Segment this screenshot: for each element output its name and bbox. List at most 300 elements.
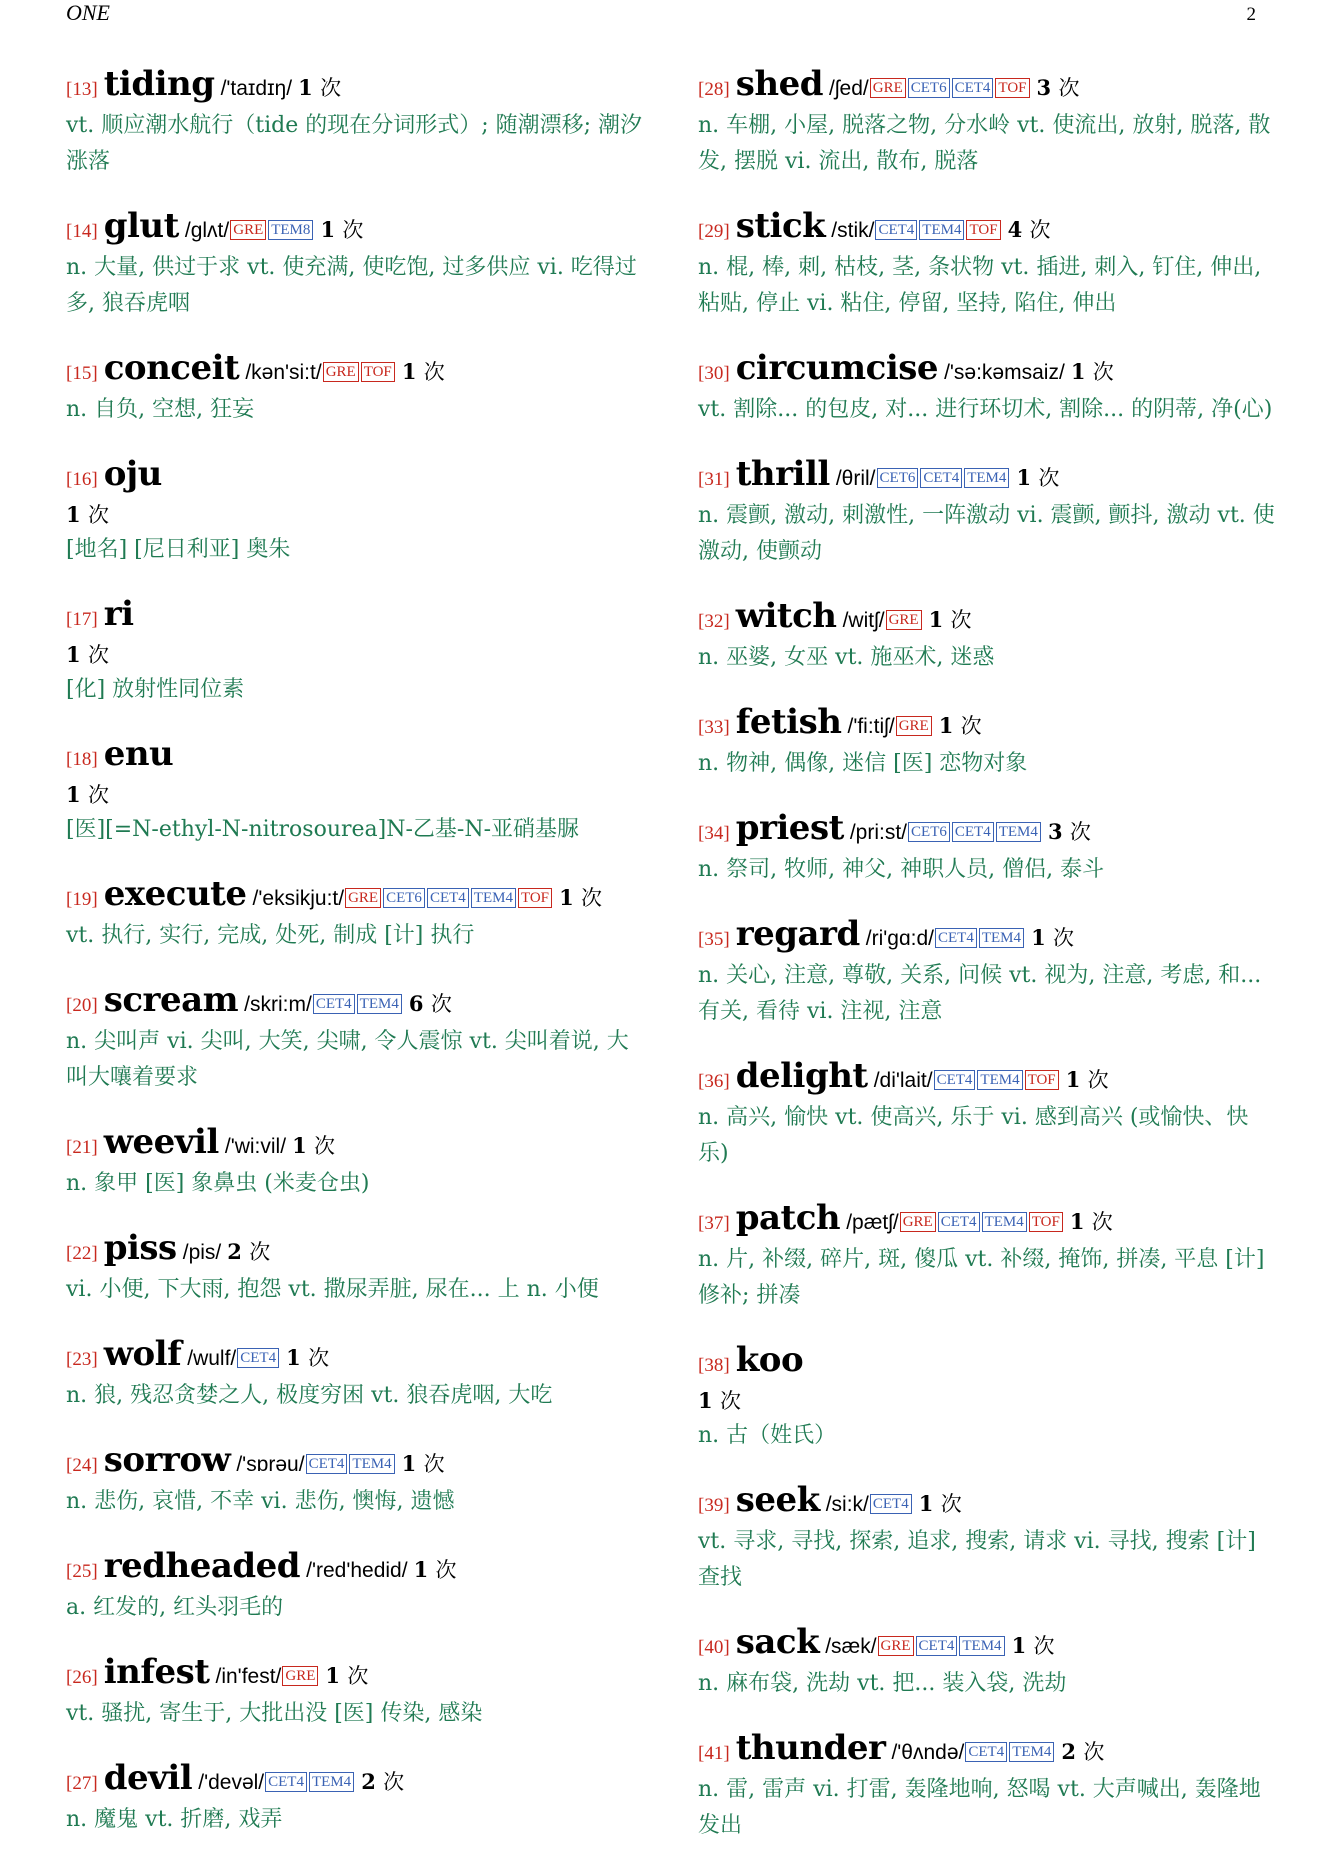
exam-tag: CET4 xyxy=(875,220,917,240)
vocab-entry xyxy=(698,66,1278,180)
entry-index: [39] xyxy=(698,1495,730,1516)
definition: n. 尖叫声 vi. 尖叫, 大笑, 尖啸, 令人震惊 vt. 尖叫着说, 大叫大嚷着要求 xyxy=(66,1029,629,1090)
count-value: 3 xyxy=(1036,75,1052,100)
phonetic: /'wi:vil/ xyxy=(224,1135,287,1158)
headword: sack xyxy=(735,1622,820,1662)
phonetic: /pætʃ/ xyxy=(846,1211,899,1234)
vocab-entry xyxy=(66,66,646,180)
occurrence-count xyxy=(939,713,982,738)
exam-tag: TOF xyxy=(518,888,552,908)
count-unit: 次 xyxy=(581,886,603,910)
exam-tag: TEM4 xyxy=(959,1636,1004,1656)
definition: [地名] [尼日利亚] 奥朱 xyxy=(66,537,291,562)
count-unit: 次 xyxy=(342,218,364,242)
count-unit: 次 xyxy=(1053,926,1075,950)
entry-headline xyxy=(66,1548,646,1590)
occurrence-count xyxy=(66,782,109,807)
occurrence-count xyxy=(414,1557,457,1582)
exam-tag: CET4 xyxy=(938,1212,980,1232)
count-value: 1 xyxy=(292,1133,307,1158)
occurrence-count xyxy=(227,1239,270,1264)
entry-headline xyxy=(698,1482,1278,1524)
entry-headline xyxy=(66,1230,646,1272)
entry-headline xyxy=(66,876,646,918)
headword: execute xyxy=(103,874,247,914)
definition: n. 悲伤, 哀惜, 不幸 vi. 悲伤, 懊悔, 遗憾 xyxy=(66,1489,455,1514)
exam-tag: GRE xyxy=(878,1636,914,1656)
vocab-entry xyxy=(698,916,1278,1030)
count-value: 2 xyxy=(1061,1739,1077,1764)
headword: ri xyxy=(103,594,134,634)
occurrence-count xyxy=(1048,819,1091,844)
count-unit: 次 xyxy=(719,1389,741,1413)
count-unit: 次 xyxy=(87,783,109,807)
count-value: 1 xyxy=(1070,359,1086,384)
exam-tag: TOF xyxy=(995,78,1029,98)
entry-headline xyxy=(66,66,646,108)
vocab-entry xyxy=(698,1342,1278,1454)
phonetic: /'θʌndə/ xyxy=(891,1741,965,1764)
exam-tag: CET4 xyxy=(952,822,994,842)
entry-index: [15] xyxy=(66,363,98,384)
occurrence-count xyxy=(1070,1209,1113,1234)
count-value: 1 xyxy=(401,1451,417,1476)
phonetic: /ri'gɑ:d/ xyxy=(865,927,935,950)
count-value: 1 xyxy=(286,1345,301,1370)
count-value: 1 xyxy=(66,642,81,667)
exam-tag: TOF xyxy=(361,362,395,382)
count-unit: 次 xyxy=(1083,1740,1105,1764)
headword: seek xyxy=(735,1480,820,1520)
count-unit: 次 xyxy=(950,608,972,632)
exam-tag: TEM4 xyxy=(919,220,964,240)
headword: shed xyxy=(735,64,823,104)
vocab-entry xyxy=(66,596,646,708)
phonetic: /kən'si:t/ xyxy=(245,361,322,384)
count-value: 1 xyxy=(1065,1067,1081,1092)
phonetic: /'red'hedid/ xyxy=(306,1559,408,1582)
count-unit: 次 xyxy=(1092,360,1114,384)
vocab-entry xyxy=(66,1442,646,1520)
count-value: 1 xyxy=(1069,1209,1085,1234)
definition: vt. 骚扰, 寄生于, 大批出没 [医] 传染, 感染 xyxy=(66,1701,483,1726)
vocab-entry xyxy=(698,1482,1278,1596)
exam-tag: TEM4 xyxy=(471,888,516,908)
exam-tag: CET4 xyxy=(920,468,962,488)
count-value: 1 xyxy=(1031,925,1046,950)
exam-tag: TEM4 xyxy=(309,1772,354,1792)
count-unit: 次 xyxy=(347,1664,369,1688)
headword: delight xyxy=(735,1056,868,1096)
vocab-entry xyxy=(698,810,1278,888)
vocab-entry xyxy=(66,736,646,848)
entry-index: [38] xyxy=(698,1355,730,1376)
occurrence-count xyxy=(320,217,363,242)
count-unit: 次 xyxy=(1069,820,1091,844)
entry-headline xyxy=(698,1058,1278,1100)
count-unit: 次 xyxy=(1038,466,1060,490)
count-value: 1 xyxy=(66,502,81,527)
exam-tag: GRE xyxy=(900,1212,936,1232)
headword: glut xyxy=(103,206,179,246)
occurrence-count xyxy=(1012,1633,1055,1658)
entry-headline xyxy=(66,1654,646,1696)
count-value: 1 xyxy=(938,713,954,738)
entry-headline xyxy=(66,1124,646,1166)
vocab-entry xyxy=(698,208,1278,322)
vocab-entry xyxy=(698,350,1278,428)
headword: sorrow xyxy=(103,1440,231,1480)
definition: n. 片, 补缀, 碎片, 斑, 傻瓜 vt. 补缀, 掩饰, 拼凑, 平息 [计] 修补; 拼凑 xyxy=(698,1247,1265,1308)
vocab-entry xyxy=(66,208,646,322)
vocab-entry xyxy=(698,1058,1278,1172)
entry-headline xyxy=(66,1442,646,1484)
occurrence-count xyxy=(1071,359,1114,384)
exam-tag: GRE xyxy=(886,610,922,630)
phonetic: /'sə:kəmsaiz/ xyxy=(944,361,1065,384)
headword: scream xyxy=(103,980,239,1020)
exam-tag: CET6 xyxy=(383,888,425,908)
exam-tag: CET4 xyxy=(427,888,469,908)
vocab-entry xyxy=(66,1760,646,1838)
entry-index: [16] xyxy=(66,469,98,490)
entry-headline xyxy=(698,1200,1278,1242)
count-value: 3 xyxy=(1047,819,1063,844)
definition: n. 震颤, 激动, 刺激性, 一阵激动 vi. 震颤, 颤抖, 激动 vt. 使激动, 使颤动 xyxy=(698,503,1275,564)
entry-index: [37] xyxy=(698,1213,730,1234)
entry-index: [14] xyxy=(66,221,98,242)
definition: n. 高兴, 愉快 vt. 使高兴, 乐于 vi. 感到高兴 (或愉快、快乐) xyxy=(698,1105,1249,1166)
count-unit: 次 xyxy=(1091,1210,1113,1234)
entry-index: [40] xyxy=(698,1637,730,1658)
occurrence-count xyxy=(559,885,602,910)
exam-tag: TEM4 xyxy=(357,994,402,1014)
vocab-entry xyxy=(66,1654,646,1732)
exam-tag: TEM4 xyxy=(982,1212,1027,1232)
headword: koo xyxy=(735,1340,804,1380)
entry-index: [21] xyxy=(66,1137,98,1158)
entry-index: [24] xyxy=(66,1455,98,1476)
definition: [医][=N-ethyl-N-nitrosourea]N-乙基-N-亚硝基脲 xyxy=(66,817,580,842)
entry-headline xyxy=(698,1342,1278,1384)
definition: n. 关心, 注意, 尊敬, 关系, 问候 vt. 视为, 注意, 考虑, 和... 有关, 看待 vi. 注视, 注意 xyxy=(698,963,1262,1024)
vocab-entry xyxy=(698,1730,1278,1844)
phonetic: /glʌt/ xyxy=(184,219,230,242)
count-unit: 次 xyxy=(308,1346,330,1370)
count-value: 2 xyxy=(227,1239,242,1264)
count-value: 1 xyxy=(325,1663,341,1688)
phonetic: /witʃ/ xyxy=(842,609,885,632)
phonetic: /stik/ xyxy=(831,219,875,242)
exam-tag: CET4 xyxy=(916,1636,958,1656)
occurrence-count xyxy=(409,991,452,1016)
count-value: 2 xyxy=(361,1769,376,1794)
count-unit: 次 xyxy=(960,714,982,738)
entry-headline xyxy=(66,456,646,498)
vocab-entry xyxy=(66,350,646,428)
definition: n. 车棚, 小屋, 脱落之物, 分水岭 vt. 使流出, 放射, 脱落, 散发, 摆脱 vi. 流出, 散布, 脱落 xyxy=(698,113,1271,174)
phonetic: /si:k/ xyxy=(825,1493,869,1516)
definition: a. 红发的, 红头羽毛的 xyxy=(66,1595,284,1620)
entry-index: [28] xyxy=(698,79,730,100)
headword: devil xyxy=(103,1758,193,1798)
exam-tag: TOF xyxy=(1029,1212,1063,1232)
count-value: 1 xyxy=(413,1557,429,1582)
entry-headline xyxy=(698,66,1278,108)
count-unit: 次 xyxy=(320,76,342,100)
headword: witch xyxy=(735,596,837,636)
entry-headline xyxy=(698,704,1278,746)
count-unit: 次 xyxy=(87,643,109,667)
count-unit: 次 xyxy=(423,1452,445,1476)
headword: patch xyxy=(735,1198,841,1238)
count-unit: 次 xyxy=(314,1134,336,1158)
page-header xyxy=(66,0,1256,26)
exam-tag: CET4 xyxy=(934,1070,976,1090)
entry-index: [34] xyxy=(698,823,730,844)
headword: circumcise xyxy=(735,348,939,388)
occurrence-count xyxy=(919,1491,962,1516)
entry-index: [32] xyxy=(698,611,730,632)
phonetic: /pis/ xyxy=(182,1241,222,1264)
headword: regard xyxy=(735,914,860,954)
phonetic: /in'fest/ xyxy=(215,1665,282,1688)
entry-index: [25] xyxy=(66,1561,98,1582)
definition: n. 祭司, 牧师, 神父, 神职人员, 僧侣, 泰斗 xyxy=(698,857,1105,882)
headword: oju xyxy=(103,454,162,494)
vocab-entry xyxy=(66,1548,646,1626)
count-line xyxy=(66,498,646,532)
entry-index: [27] xyxy=(66,1773,98,1794)
count-unit: 次 xyxy=(383,1770,405,1794)
vocab-entry xyxy=(66,876,646,954)
count-line xyxy=(698,1384,1278,1418)
exam-tag: TOF xyxy=(1025,1070,1059,1090)
entry-headline xyxy=(698,1730,1278,1772)
vocab-entry xyxy=(66,1230,646,1308)
entry-index: [13] xyxy=(66,79,98,100)
exam-tag: CET4 xyxy=(870,1494,912,1514)
occurrence-count xyxy=(286,1345,329,1370)
entry-headline xyxy=(66,982,646,1024)
entry-headline xyxy=(698,810,1278,852)
exam-tag: CET6 xyxy=(877,468,919,488)
entry-headline xyxy=(698,1624,1278,1666)
phonetic: /skri:m/ xyxy=(244,993,312,1016)
phonetic: /sæk/ xyxy=(825,1635,877,1658)
occurrence-count xyxy=(325,1663,368,1688)
exam-tag: TEM4 xyxy=(996,822,1041,842)
vocab-entry xyxy=(698,456,1278,570)
headword: weevil xyxy=(103,1122,219,1162)
phonetic: /'devəl/ xyxy=(198,1771,265,1794)
headword: wolf xyxy=(103,1334,182,1374)
headword: enu xyxy=(103,734,174,774)
entry-index: [29] xyxy=(698,221,730,242)
headword: priest xyxy=(735,808,844,848)
count-value: 1 xyxy=(320,217,336,242)
occurrence-count xyxy=(1031,925,1074,950)
definition: n. 象甲 [医] 象鼻虫 (米麦仓虫) xyxy=(66,1171,370,1196)
phonetic: /wulf/ xyxy=(187,1347,237,1370)
count-value: 1 xyxy=(66,782,81,807)
entry-headline xyxy=(66,1760,646,1802)
count-value: 1 xyxy=(298,75,313,100)
occurrence-count xyxy=(402,359,445,384)
right-column xyxy=(698,66,1278,1872)
definition: vt. 执行, 实行, 完成, 处死, 制成 [计] 执行 xyxy=(66,923,475,948)
exam-tag: CET4 xyxy=(265,1772,307,1792)
vocab-entry xyxy=(698,704,1278,782)
exam-tag: CET4 xyxy=(935,928,977,948)
entry-index: [19] xyxy=(66,889,98,910)
definition: vi. 小便, 下大雨, 抱怨 vt. 撒尿弄脏, 尿在... 上 n. 小便 xyxy=(66,1277,599,1302)
definition: n. 雷, 雷声 vi. 打雷, 轰隆地响, 怒喝 vt. 大声喊出, 轰隆地发出 xyxy=(698,1777,1261,1838)
vocab-entry xyxy=(66,1124,646,1202)
left-column xyxy=(66,66,646,1866)
headword: conceit xyxy=(103,348,240,388)
definition: n. 麻布袋, 洗劫 vt. 把... 装入袋, 洗劫 xyxy=(698,1671,1067,1696)
count-unit: 次 xyxy=(423,360,445,384)
phonetic: /'taɪdɪŋ/ xyxy=(220,77,293,100)
definition: vt. 割除... 的包皮, 对... 进行环切术, 割除... 的阴蒂, 净(心) xyxy=(698,397,1273,422)
headword: thunder xyxy=(735,1728,886,1768)
count-unit: 次 xyxy=(940,1492,962,1516)
count-unit: 次 xyxy=(1033,1634,1055,1658)
entry-index: [36] xyxy=(698,1071,730,1092)
entry-index: [33] xyxy=(698,717,730,738)
definition: n. 自负, 空想, 狂妄 xyxy=(66,397,255,422)
count-value: 1 xyxy=(698,1388,713,1413)
count-line xyxy=(66,778,646,812)
exam-tag: CET4 xyxy=(313,994,355,1014)
definition: vt. 顺应潮水航行（tide 的现在分词形式）; 随潮漂移; 潮汐涨落 xyxy=(66,113,643,174)
exam-tag: CET6 xyxy=(908,822,950,842)
phonetic: /'fi:tiʃ/ xyxy=(847,715,895,738)
entry-headline xyxy=(698,208,1278,250)
entry-index: [17] xyxy=(66,609,98,630)
vocab-entry xyxy=(66,982,646,1096)
entry-index: [30] xyxy=(698,363,730,384)
exam-tag: GRE xyxy=(870,78,906,98)
phonetic: /θril/ xyxy=(835,467,876,490)
count-unit: 次 xyxy=(435,1558,457,1582)
definition: vt. 寻求, 寻找, 探索, 追求, 搜索, 请求 vi. 寻找, 搜索 [计] 查找 xyxy=(698,1529,1256,1590)
count-unit: 次 xyxy=(1087,1068,1109,1092)
headword: fetish xyxy=(735,702,842,742)
phonetic: /ʃed/ xyxy=(829,77,869,100)
exam-tag: CET4 xyxy=(952,78,994,98)
occurrence-count xyxy=(298,75,341,100)
entry-headline xyxy=(698,456,1278,498)
entry-index: [41] xyxy=(698,1743,730,1764)
occurrence-count xyxy=(292,1133,335,1158)
entry-headline xyxy=(66,208,646,250)
definition: n. 狼, 残忍贪婪之人, 极度穷困 vt. 狼吞虎咽, 大吃 xyxy=(66,1383,553,1408)
exam-tag: CET4 xyxy=(237,1348,279,1368)
phonetic: /'sɒrəu/ xyxy=(236,1453,305,1476)
exam-tag: GRE xyxy=(896,716,932,736)
phonetic: /pri:st/ xyxy=(849,821,908,844)
definition: n. 棍, 棒, 刺, 枯枝, 茎, 条状物 vt. 插进, 刺入, 钉住, 伸出, 粘贴, 停止 vi. 粘住, 停留, 坚持, 陷住, 伸出 xyxy=(698,255,1262,316)
entry-index: [23] xyxy=(66,1349,98,1370)
entry-headline xyxy=(66,736,646,778)
headword: thrill xyxy=(735,454,830,494)
count-value: 1 xyxy=(559,885,574,910)
count-value: 1 xyxy=(1011,1633,1027,1658)
exam-tag: TEM4 xyxy=(964,468,1009,488)
entry-headline xyxy=(698,598,1278,640)
exam-tag: GRE xyxy=(230,220,266,240)
entry-index: [35] xyxy=(698,929,730,950)
count-value: 1 xyxy=(928,607,944,632)
count-line xyxy=(66,638,646,672)
exam-tag: TEM4 xyxy=(1009,1742,1054,1762)
phonetic: /di'lait/ xyxy=(873,1069,933,1092)
occurrence-count xyxy=(1016,465,1059,490)
headword: piss xyxy=(103,1228,177,1268)
count-unit: 次 xyxy=(430,992,452,1016)
entry-headline xyxy=(698,350,1278,392)
exam-tag: GRE xyxy=(323,362,359,382)
count-value: 6 xyxy=(408,991,424,1016)
exam-tag: GRE xyxy=(282,1666,318,1686)
entry-index: [18] xyxy=(66,749,98,770)
page-number: 2 xyxy=(1246,4,1256,25)
count-unit: 次 xyxy=(1058,76,1080,100)
count-value: 1 xyxy=(1016,465,1032,490)
occurrence-count xyxy=(698,1388,741,1413)
count-unit: 次 xyxy=(249,1240,271,1264)
exam-tag: TOF xyxy=(966,220,1000,240)
headword: stick xyxy=(735,206,826,246)
exam-tag: CET4 xyxy=(306,1454,348,1474)
header-title: ONE xyxy=(66,0,110,25)
count-unit: 次 xyxy=(87,503,109,527)
occurrence-count xyxy=(1008,217,1051,242)
vocab-entry xyxy=(66,456,646,568)
entry-index: [22] xyxy=(66,1243,98,1264)
exam-tag: TEM8 xyxy=(268,220,313,240)
definition: n. 魔鬼 vt. 折磨, 戏弄 xyxy=(66,1807,283,1832)
vocab-entry xyxy=(66,1336,646,1414)
vocab-entry xyxy=(698,1624,1278,1702)
count-value: 1 xyxy=(401,359,417,384)
headword: redheaded xyxy=(103,1546,301,1586)
headword: tiding xyxy=(103,64,215,104)
occurrence-count xyxy=(929,607,972,632)
definition: n. 大量, 供过于求 vt. 使充满, 使吃饱, 过多供应 vi. 吃得过多, 狼吞虎咽 xyxy=(66,255,637,316)
entry-index: [26] xyxy=(66,1667,98,1688)
exam-tag: TEM4 xyxy=(349,1454,394,1474)
definition: [化] 放射性同位素 xyxy=(66,677,245,702)
occurrence-count xyxy=(361,1769,404,1794)
entry-index: [20] xyxy=(66,995,98,1016)
count-value: 1 xyxy=(918,1491,934,1516)
definition: n. 物神, 偶像, 迷信 [医] 恋物对象 xyxy=(698,751,1028,776)
occurrence-count xyxy=(1037,75,1080,100)
occurrence-count xyxy=(402,1451,445,1476)
occurrence-count xyxy=(1066,1067,1109,1092)
entry-headline xyxy=(66,350,646,392)
count-value: 4 xyxy=(1007,217,1023,242)
definition: n. 巫婆, 女巫 vt. 施巫术, 迷惑 xyxy=(698,645,995,670)
vocab-entry xyxy=(698,1200,1278,1314)
vocab-entry xyxy=(698,598,1278,676)
entry-index: [31] xyxy=(698,469,730,490)
occurrence-count xyxy=(66,502,109,527)
occurrence-count xyxy=(1061,1739,1104,1764)
